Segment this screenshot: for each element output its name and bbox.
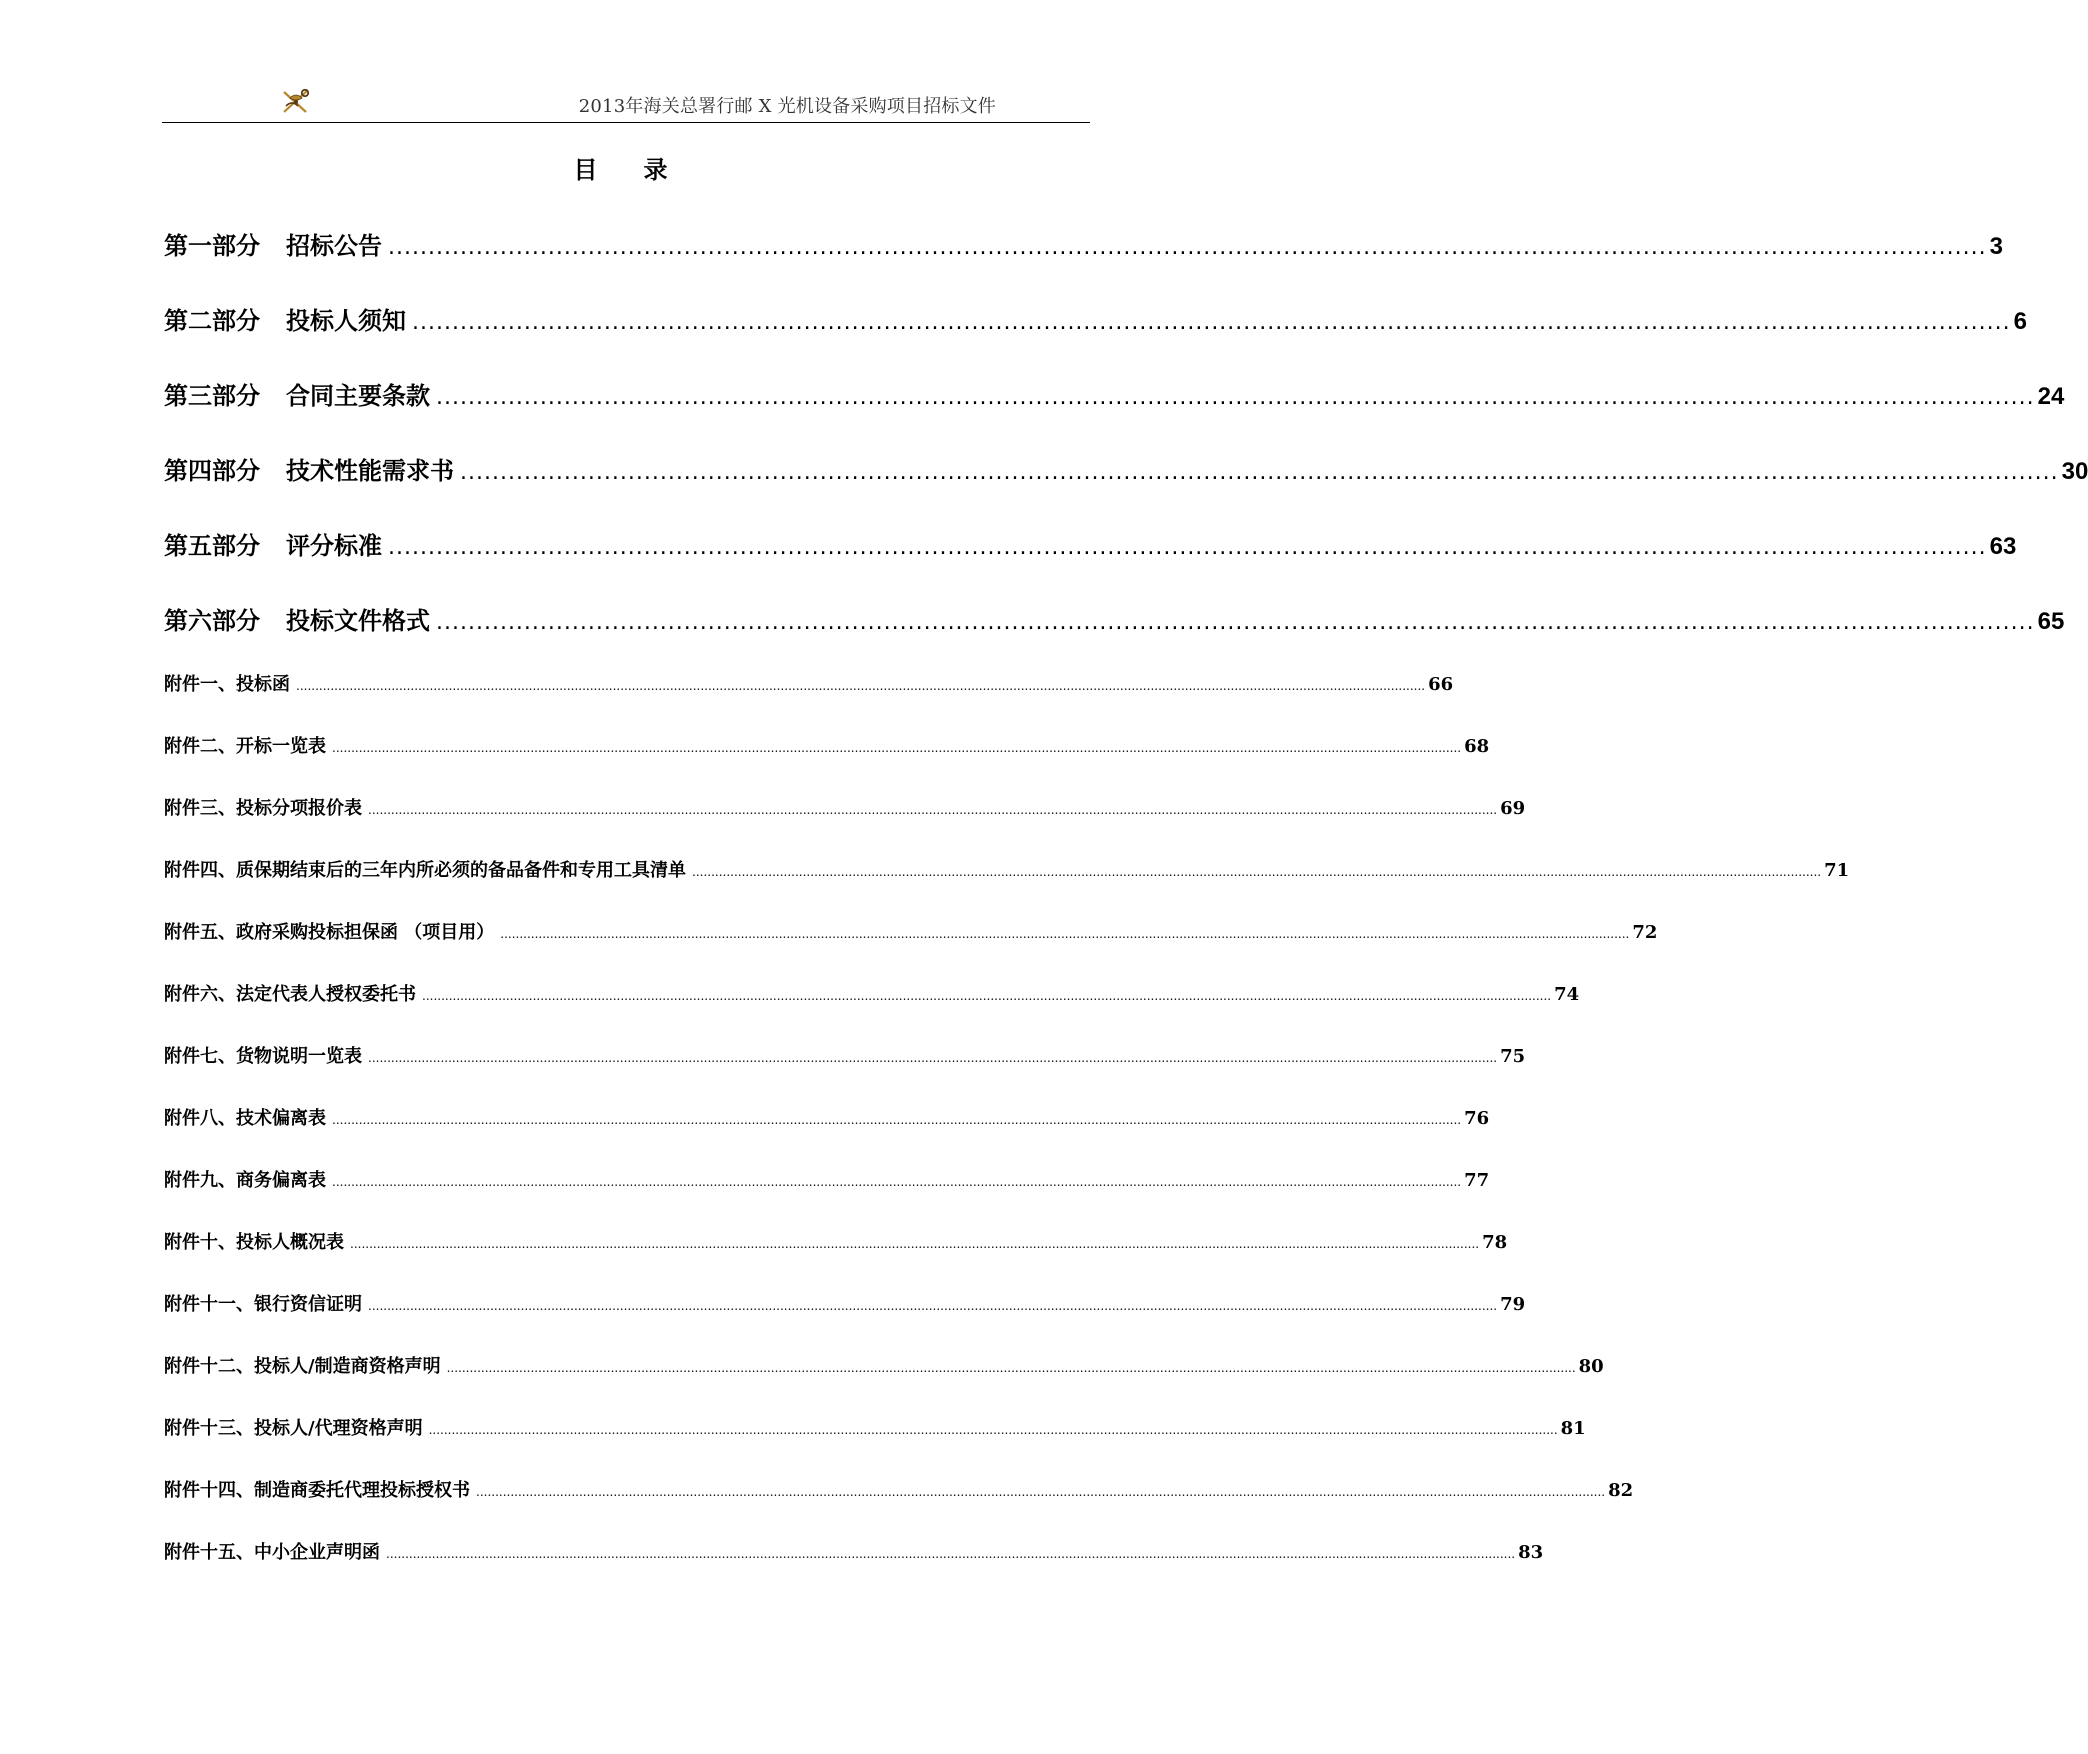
page-number: 77: [1464, 1170, 1490, 1191]
attachment-title: 附件十四、制造商委托代理投标授权书: [164, 1480, 470, 1501]
toc-attachment-entry[interactable]: [164, 670, 1454, 696]
dot-leader: ........................................................................................................................................................................................................................................................................................................: [332, 741, 1462, 755]
page-number: 74: [1554, 984, 1580, 1005]
toc-attachment-entry[interactable]: [164, 1290, 1526, 1316]
toc-attachment-entry[interactable]: [164, 918, 1658, 944]
toc-part-entry[interactable]: [164, 601, 2065, 636]
dot-leader: ........................................................................................................................................................................................................................................................................................................: [386, 1547, 1516, 1561]
page-number: 80: [1578, 1356, 1604, 1377]
part-title: 评分标准: [286, 532, 382, 560]
part-title: 投标文件格式: [286, 607, 430, 635]
toc-heading-char: 录: [643, 155, 668, 184]
page-number: 82: [1608, 1480, 1634, 1501]
dot-leader: ........................................................................................................................................................................................................................................................................................................: [446, 1361, 1576, 1375]
part-label: 第一部分: [164, 232, 260, 260]
dot-leader: ........................................................................................................................................................................................................................................................................................................: [332, 1175, 1462, 1189]
dot-leader: ........................................................................................................................................................................................................................................................................................................: [368, 1299, 1498, 1313]
attachment-title: 附件一、投标函: [164, 674, 290, 695]
toc-part-entry[interactable]: [164, 451, 2088, 486]
part-title: 投标人须知: [286, 307, 406, 335]
attachment-title: 附件十五、中小企业声明函: [164, 1542, 380, 1563]
dot-leader: ........................................................................................................................................................................................................................................................................................................: [476, 1485, 1606, 1499]
toc-attachment-entry[interactable]: [164, 1476, 1634, 1502]
page-number: 72: [1632, 922, 1658, 943]
attachment-title: 附件三、投标分项报价表: [164, 798, 362, 819]
part-label: 第六部分: [164, 607, 260, 635]
attachment-title: 附件二、开标一览表: [164, 736, 326, 757]
part-label: 第五部分: [164, 532, 260, 560]
toc-part-entry[interactable]: [164, 226, 2003, 261]
toc-attachment-entry[interactable]: [164, 980, 1580, 1006]
dot-leader: ........................................................................................................................................................................................................: [436, 385, 2035, 410]
toc-attachment-entry[interactable]: [164, 1538, 1544, 1564]
dot-leader: ........................................................................................................................................................................................................................................................................................................: [500, 927, 1630, 941]
toc-attachment-entry[interactable]: [164, 856, 1850, 882]
attachment-title: 附件五、政府采购投标担保函 （项目用）: [164, 922, 495, 943]
page-number: 81: [1560, 1418, 1586, 1439]
toc-attachment-entry[interactable]: [164, 1042, 1526, 1068]
toc-heading-char: 目: [573, 155, 598, 184]
part-title: 招标公告: [286, 232, 382, 260]
page-number: 68: [1464, 736, 1490, 757]
dot-leader: ........................................................................................................................................................................................................................................................................................................: [692, 865, 1822, 879]
part-title: 技术性能需求书: [286, 457, 454, 485]
attachment-title: 附件四、质保期结束后的三年内所必须的备品备件和专用工具清单: [164, 860, 686, 881]
toc-attachment-entry[interactable]: [164, 794, 1526, 820]
toc-attachment-entry[interactable]: [164, 1414, 1586, 1440]
attachment-title: 附件八、技术偏离表: [164, 1108, 326, 1129]
toc-attachment-entry[interactable]: [164, 732, 1490, 758]
dot-leader: ........................................................................................................................................................................................................................................................................................................: [350, 1237, 1480, 1251]
attachment-title: 附件十一、银行资信证明: [164, 1294, 362, 1315]
toc-heading: [0, 150, 1241, 185]
toc-part-entry[interactable]: [164, 301, 2027, 336]
dot-leader: ........................................................................................................................................................................................................................................................................................................: [422, 989, 1552, 1003]
toc-attachment-entry[interactable]: [164, 1228, 1508, 1254]
part-title: 合同主要条款: [286, 382, 430, 410]
page-number: 6: [2013, 308, 2027, 335]
dot-leader: ........................................................................................................................................................................................................: [388, 235, 1987, 260]
page-number: 66: [1428, 674, 1454, 695]
dot-leader: ........................................................................................................................................................................................................................................................................................................: [368, 803, 1498, 817]
dot-leader: ........................................................................................................................................................................................................: [388, 535, 1987, 560]
part-label: 第四部分: [164, 457, 260, 485]
attachment-title: 附件六、法定代表人授权委托书: [164, 984, 416, 1005]
toc-attachment-entry[interactable]: [164, 1166, 1490, 1192]
page-number: 83: [1518, 1542, 1544, 1563]
page-number: 76: [1464, 1108, 1490, 1129]
dot-leader: ........................................................................................................................................................................................................: [460, 460, 2059, 485]
document-title: 2013年海关总署行邮 X 光机设备采购项目招标文件: [578, 96, 996, 117]
part-label: 第三部分: [164, 382, 260, 410]
dot-leader: ........................................................................................................................................................................................................................................................................................................: [368, 1051, 1498, 1065]
page-number: 30: [2061, 458, 2088, 485]
toc-part-entry[interactable]: [164, 526, 2017, 561]
attachment-title: 附件十二、投标人/制造商资格声明: [164, 1356, 441, 1377]
page-number: 79: [1500, 1294, 1526, 1315]
dot-leader: ........................................................................................................................................................................................................................................................................................................: [428, 1423, 1558, 1437]
dot-leader: ........................................................................................................................................................................................................: [436, 610, 2035, 635]
page-header: [162, 82, 1090, 123]
page-number: 69: [1500, 798, 1526, 819]
dot-leader: ........................................................................................................................................................................................................................................................................................................: [296, 679, 1426, 693]
page-number: 63: [1989, 533, 2017, 560]
toc-attachment-entry[interactable]: [164, 1352, 1604, 1378]
dot-leader: ........................................................................................................................................................................................................................................................................................................: [332, 1113, 1462, 1127]
toc-part-entry[interactable]: [164, 376, 2065, 411]
attachment-title: 附件十、投标人概况表: [164, 1232, 344, 1253]
customs-emblem-icon: [280, 86, 314, 116]
page-number: 71: [1824, 860, 1850, 881]
page-number: 78: [1482, 1232, 1508, 1253]
attachment-title: 附件九、商务偏离表: [164, 1170, 326, 1191]
page-number: 24: [2037, 383, 2065, 410]
dot-leader: ........................................................................................................................................................................................................: [412, 310, 2011, 335]
toc-attachment-entry[interactable]: [164, 1104, 1490, 1130]
page-number: 65: [2037, 608, 2065, 635]
page-number: 3: [1989, 233, 2003, 260]
page-number: 75: [1500, 1046, 1526, 1067]
attachment-title: 附件七、货物说明一览表: [164, 1046, 362, 1067]
attachment-title: 附件十三、投标人/代理资格声明: [164, 1418, 423, 1439]
part-label: 第二部分: [164, 307, 260, 335]
